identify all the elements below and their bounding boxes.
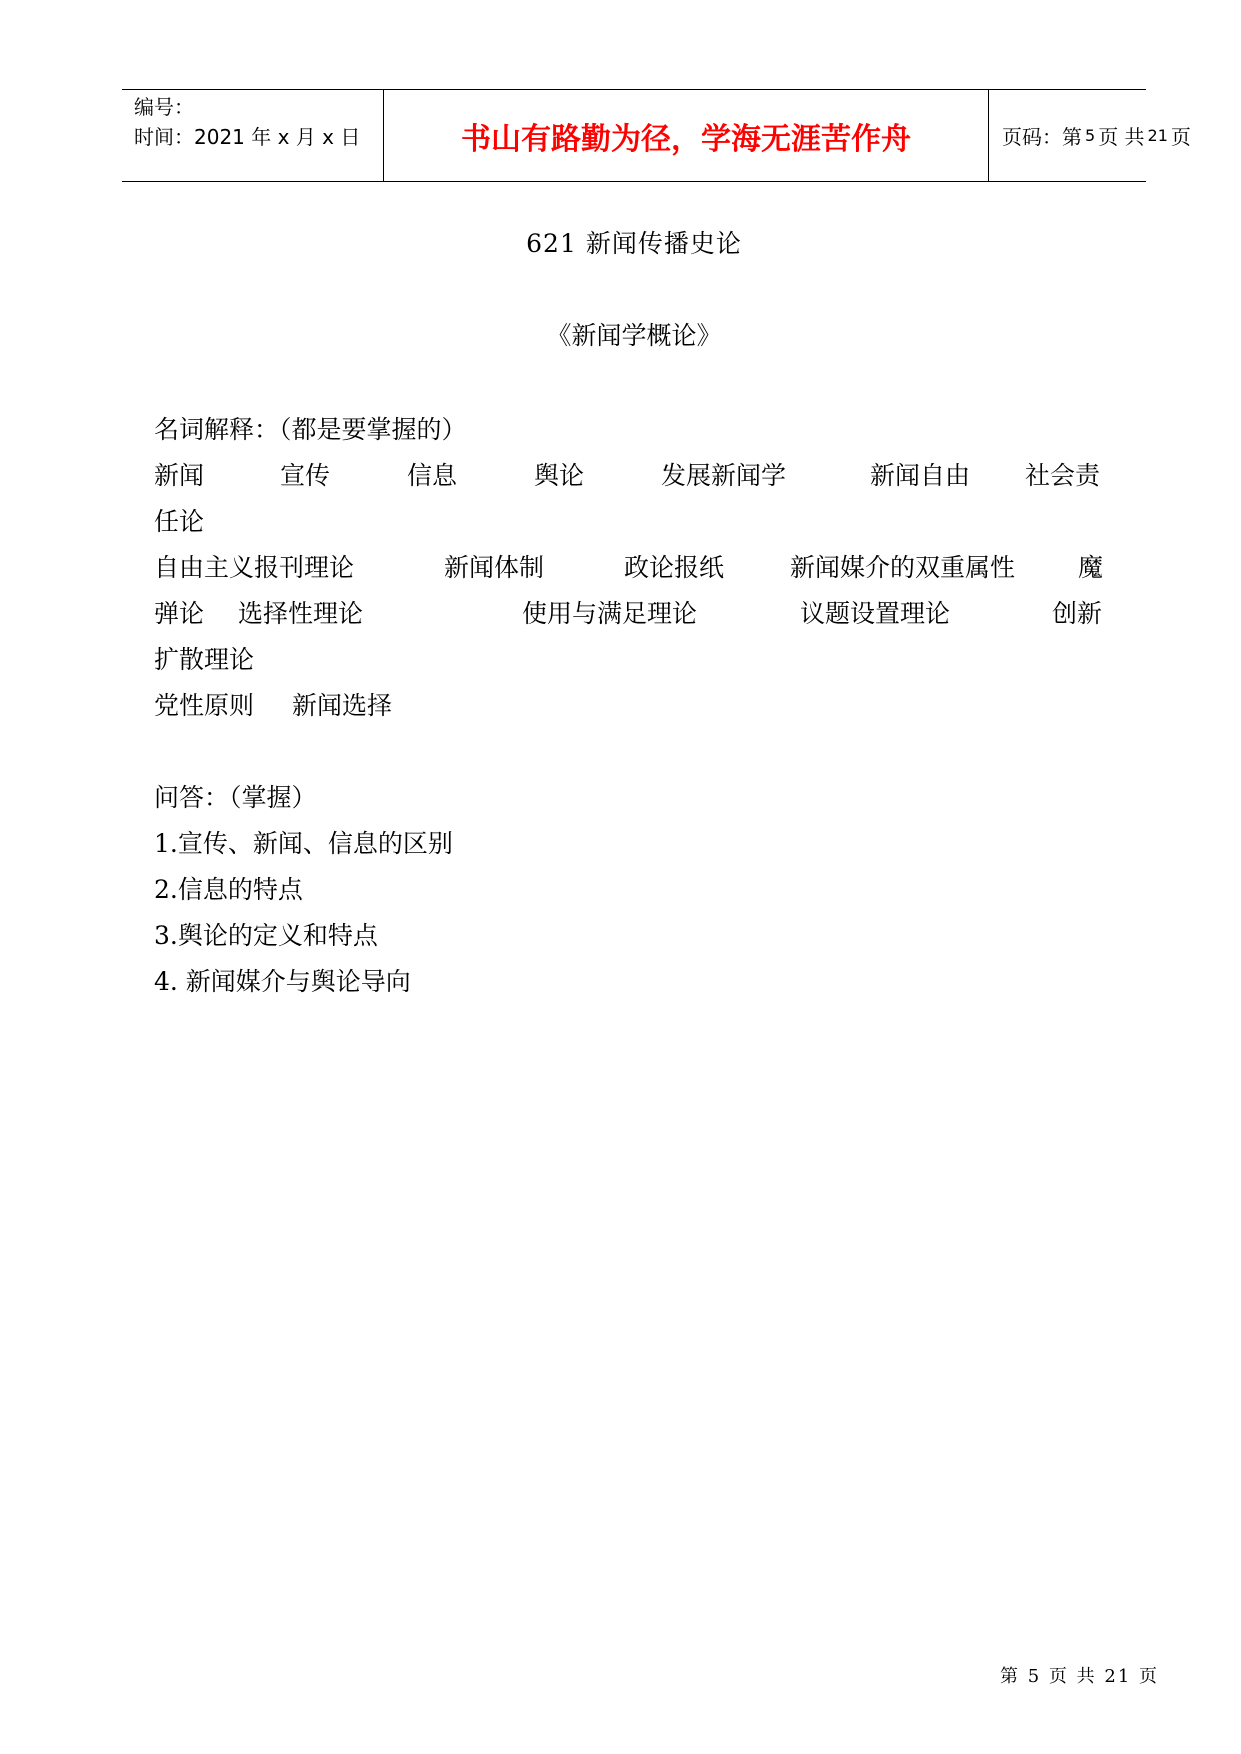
term-item: 新闻选择 (292, 691, 393, 720)
term-item: 舆论 (534, 461, 585, 490)
term-item: 社会责 (1025, 461, 1101, 490)
term-item: 创新 (1052, 599, 1103, 628)
page-total: 21 (1147, 126, 1168, 145)
term-item: 新闻 (154, 461, 205, 490)
term-item: 议题设置理论 (800, 599, 951, 628)
term-item: 魔 (1078, 553, 1104, 582)
page-suffix: 页 (1170, 125, 1191, 149)
header-motto: 书山有路勤为径，学海无涯苦作舟 (384, 90, 989, 181)
term-item: 选择性理论 (238, 599, 364, 628)
terms-heading: 名词解释：（都是要掌握的） (154, 415, 467, 444)
term-item: 新闻自由 (870, 461, 971, 490)
header-meta (122, 90, 384, 181)
term-item: 宣传 (280, 461, 331, 490)
question-item: 4. 新闻媒介与舆论导向 (154, 967, 411, 996)
term-item: 发展新闻学 (661, 461, 787, 490)
term-item: 扩散理论 (154, 645, 255, 674)
term-item: 任论 (154, 507, 205, 536)
term-item: 新闻体制 (444, 553, 545, 582)
term-item: 信息 (407, 461, 458, 490)
number-label: 编号： (134, 95, 194, 119)
term-item: 弹论 (154, 599, 205, 628)
book-title: 《新闻学概论》 (546, 321, 722, 350)
question-item: 2.信息的特点 (154, 875, 303, 904)
question-item: 3.舆论的定义和特点 (154, 921, 378, 950)
page-current: 5 (1085, 126, 1096, 145)
term-item: 使用与满足理论 (522, 599, 698, 628)
time-label: 时间：2021 年 x 月 x 日 (134, 125, 361, 149)
term-item: 政论报纸 (624, 553, 725, 582)
qa-heading: 问答：（掌握） (154, 783, 317, 812)
term-item: 自由主义报刊理论 (154, 553, 355, 582)
page-footer: 第 5 页 共 21 页 (1000, 1666, 1159, 1687)
document-header (122, 89, 1191, 182)
question-item: 1.宣传、新闻、信息的区别 (154, 829, 453, 858)
document-title: 621 新闻传播史论 (526, 229, 742, 258)
header-page-info (989, 90, 1191, 181)
term-item: 党性原则 (154, 691, 255, 720)
page-prefix: 页码：第 (1002, 125, 1082, 149)
page-mid: 页 共 (1098, 125, 1145, 149)
term-item: 新闻媒介的双重属性 (790, 553, 1016, 582)
